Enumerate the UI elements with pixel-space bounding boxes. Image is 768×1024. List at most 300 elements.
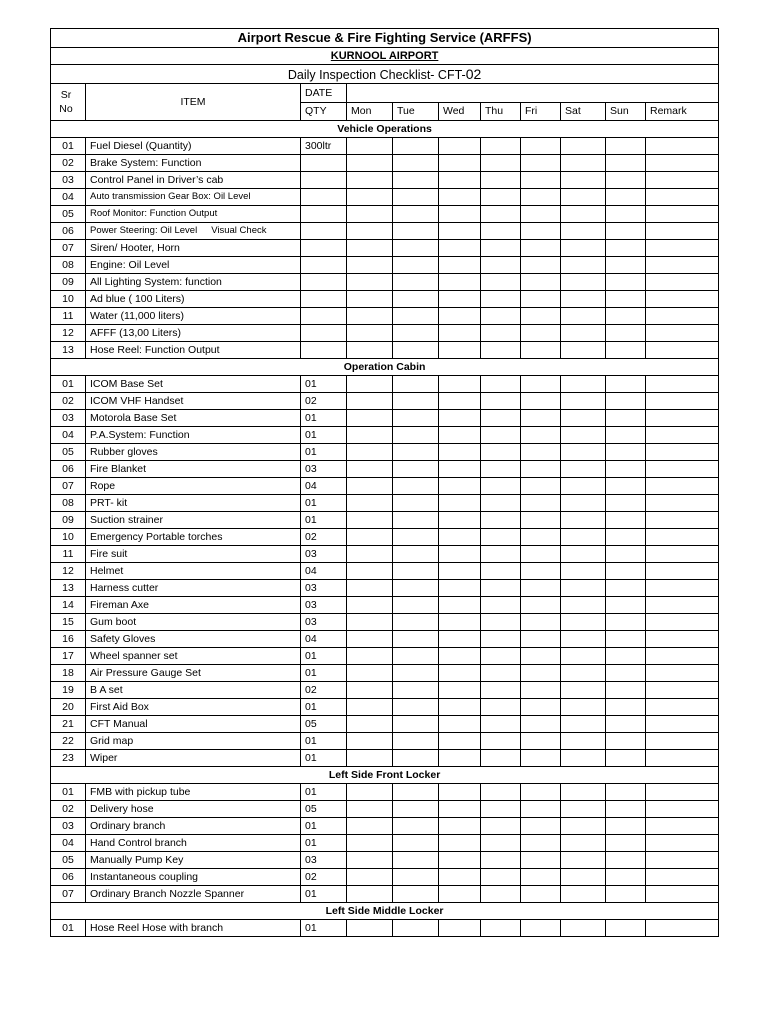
check-cell-mon[interactable] bbox=[347, 818, 393, 835]
check-cell-sun[interactable] bbox=[606, 835, 646, 852]
check-cell-sat[interactable] bbox=[561, 614, 606, 631]
check-cell-sat[interactable] bbox=[561, 597, 606, 614]
check-cell-sun[interactable] bbox=[606, 818, 646, 835]
check-cell-tue[interactable] bbox=[393, 274, 439, 291]
check-cell-fri[interactable] bbox=[521, 835, 561, 852]
check-cell-sat[interactable] bbox=[561, 682, 606, 699]
check-cell-sun[interactable] bbox=[606, 427, 646, 444]
check-cell-sat[interactable] bbox=[561, 716, 606, 733]
check-cell-sat[interactable] bbox=[561, 512, 606, 529]
check-cell-fri[interactable] bbox=[521, 325, 561, 342]
check-cell-fri[interactable] bbox=[521, 291, 561, 308]
check-cell-thu[interactable] bbox=[481, 410, 521, 427]
check-cell-wed[interactable] bbox=[439, 478, 481, 495]
check-cell-thu[interactable] bbox=[481, 665, 521, 682]
check-cell-tue[interactable] bbox=[393, 750, 439, 767]
remark-cell[interactable] bbox=[646, 257, 719, 274]
check-cell-tue[interactable] bbox=[393, 699, 439, 716]
check-cell-tue[interactable] bbox=[393, 597, 439, 614]
check-cell-fri[interactable] bbox=[521, 784, 561, 801]
check-cell-sun[interactable] bbox=[606, 410, 646, 427]
check-cell-sun[interactable] bbox=[606, 342, 646, 359]
check-cell-mon[interactable] bbox=[347, 189, 393, 206]
check-cell-sat[interactable] bbox=[561, 393, 606, 410]
check-cell-sat[interactable] bbox=[561, 138, 606, 155]
remark-cell[interactable] bbox=[646, 716, 719, 733]
check-cell-wed[interactable] bbox=[439, 869, 481, 886]
check-cell-thu[interactable] bbox=[481, 580, 521, 597]
check-cell-mon[interactable] bbox=[347, 529, 393, 546]
check-cell-mon[interactable] bbox=[347, 512, 393, 529]
check-cell-wed[interactable] bbox=[439, 393, 481, 410]
check-cell-sun[interactable] bbox=[606, 750, 646, 767]
check-cell-fri[interactable] bbox=[521, 818, 561, 835]
check-cell-tue[interactable] bbox=[393, 852, 439, 869]
check-cell-sat[interactable] bbox=[561, 733, 606, 750]
check-cell-sat[interactable] bbox=[561, 648, 606, 665]
check-cell-sun[interactable] bbox=[606, 648, 646, 665]
check-cell-thu[interactable] bbox=[481, 597, 521, 614]
check-cell-mon[interactable] bbox=[347, 801, 393, 818]
check-cell-thu[interactable] bbox=[481, 427, 521, 444]
check-cell-thu[interactable] bbox=[481, 784, 521, 801]
check-cell-sat[interactable] bbox=[561, 852, 606, 869]
check-cell-thu[interactable] bbox=[481, 733, 521, 750]
check-cell-thu[interactable] bbox=[481, 444, 521, 461]
remark-cell[interactable] bbox=[646, 444, 719, 461]
check-cell-mon[interactable] bbox=[347, 410, 393, 427]
check-cell-sat[interactable] bbox=[561, 784, 606, 801]
check-cell-fri[interactable] bbox=[521, 223, 561, 240]
check-cell-fri[interactable] bbox=[521, 478, 561, 495]
check-cell-sun[interactable] bbox=[606, 206, 646, 223]
check-cell-mon[interactable] bbox=[347, 614, 393, 631]
check-cell-tue[interactable] bbox=[393, 223, 439, 240]
check-cell-thu[interactable] bbox=[481, 376, 521, 393]
check-cell-fri[interactable] bbox=[521, 563, 561, 580]
check-cell-fri[interactable] bbox=[521, 920, 561, 937]
check-cell-mon[interactable] bbox=[347, 257, 393, 274]
check-cell-mon[interactable] bbox=[347, 376, 393, 393]
check-cell-tue[interactable] bbox=[393, 529, 439, 546]
check-cell-sat[interactable] bbox=[561, 529, 606, 546]
check-cell-tue[interactable] bbox=[393, 784, 439, 801]
check-cell-sun[interactable] bbox=[606, 512, 646, 529]
check-cell-tue[interactable] bbox=[393, 733, 439, 750]
check-cell-tue[interactable] bbox=[393, 257, 439, 274]
check-cell-mon[interactable] bbox=[347, 546, 393, 563]
remark-cell[interactable] bbox=[646, 410, 719, 427]
check-cell-sat[interactable] bbox=[561, 427, 606, 444]
remark-cell[interactable] bbox=[646, 342, 719, 359]
remark-cell[interactable] bbox=[646, 648, 719, 665]
check-cell-thu[interactable] bbox=[481, 835, 521, 852]
check-cell-fri[interactable] bbox=[521, 665, 561, 682]
check-cell-tue[interactable] bbox=[393, 461, 439, 478]
remark-cell[interactable] bbox=[646, 699, 719, 716]
remark-cell[interactable] bbox=[646, 172, 719, 189]
check-cell-tue[interactable] bbox=[393, 801, 439, 818]
check-cell-thu[interactable] bbox=[481, 461, 521, 478]
check-cell-thu[interactable] bbox=[481, 869, 521, 886]
check-cell-sun[interactable] bbox=[606, 699, 646, 716]
check-cell-wed[interactable] bbox=[439, 512, 481, 529]
check-cell-thu[interactable] bbox=[481, 563, 521, 580]
check-cell-fri[interactable] bbox=[521, 495, 561, 512]
check-cell-mon[interactable] bbox=[347, 308, 393, 325]
remark-cell[interactable] bbox=[646, 801, 719, 818]
check-cell-sun[interactable] bbox=[606, 189, 646, 206]
check-cell-tue[interactable] bbox=[393, 325, 439, 342]
check-cell-tue[interactable] bbox=[393, 631, 439, 648]
check-cell-wed[interactable] bbox=[439, 648, 481, 665]
check-cell-thu[interactable] bbox=[481, 818, 521, 835]
check-cell-fri[interactable] bbox=[521, 852, 561, 869]
check-cell-wed[interactable] bbox=[439, 461, 481, 478]
check-cell-wed[interactable] bbox=[439, 274, 481, 291]
check-cell-wed[interactable] bbox=[439, 682, 481, 699]
check-cell-tue[interactable] bbox=[393, 189, 439, 206]
check-cell-tue[interactable] bbox=[393, 563, 439, 580]
check-cell-thu[interactable] bbox=[481, 189, 521, 206]
check-cell-sun[interactable] bbox=[606, 682, 646, 699]
check-cell-tue[interactable] bbox=[393, 682, 439, 699]
check-cell-fri[interactable] bbox=[521, 376, 561, 393]
check-cell-sun[interactable] bbox=[606, 274, 646, 291]
remark-cell[interactable] bbox=[646, 580, 719, 597]
check-cell-tue[interactable] bbox=[393, 818, 439, 835]
check-cell-tue[interactable] bbox=[393, 410, 439, 427]
check-cell-wed[interactable] bbox=[439, 427, 481, 444]
check-cell-tue[interactable] bbox=[393, 427, 439, 444]
check-cell-fri[interactable] bbox=[521, 546, 561, 563]
check-cell-sun[interactable] bbox=[606, 716, 646, 733]
check-cell-fri[interactable] bbox=[521, 342, 561, 359]
check-cell-fri[interactable] bbox=[521, 529, 561, 546]
check-cell-fri[interactable] bbox=[521, 257, 561, 274]
check-cell-wed[interactable] bbox=[439, 801, 481, 818]
remark-cell[interactable] bbox=[646, 784, 719, 801]
check-cell-wed[interactable] bbox=[439, 155, 481, 172]
check-cell-wed[interactable] bbox=[439, 835, 481, 852]
check-cell-wed[interactable] bbox=[439, 138, 481, 155]
check-cell-mon[interactable] bbox=[347, 427, 393, 444]
check-cell-mon[interactable] bbox=[347, 597, 393, 614]
check-cell-fri[interactable] bbox=[521, 750, 561, 767]
check-cell-mon[interactable] bbox=[347, 478, 393, 495]
check-cell-sat[interactable] bbox=[561, 240, 606, 257]
check-cell-sun[interactable] bbox=[606, 444, 646, 461]
check-cell-fri[interactable] bbox=[521, 461, 561, 478]
check-cell-sun[interactable] bbox=[606, 478, 646, 495]
check-cell-mon[interactable] bbox=[347, 342, 393, 359]
check-cell-mon[interactable] bbox=[347, 869, 393, 886]
check-cell-thu[interactable] bbox=[481, 750, 521, 767]
remark-cell[interactable] bbox=[646, 376, 719, 393]
check-cell-fri[interactable] bbox=[521, 580, 561, 597]
check-cell-sun[interactable] bbox=[606, 291, 646, 308]
check-cell-sun[interactable] bbox=[606, 852, 646, 869]
check-cell-thu[interactable] bbox=[481, 801, 521, 818]
check-cell-fri[interactable] bbox=[521, 274, 561, 291]
check-cell-tue[interactable] bbox=[393, 206, 439, 223]
check-cell-sun[interactable] bbox=[606, 597, 646, 614]
check-cell-wed[interactable] bbox=[439, 189, 481, 206]
check-cell-tue[interactable] bbox=[393, 886, 439, 903]
check-cell-wed[interactable] bbox=[439, 308, 481, 325]
check-cell-sat[interactable] bbox=[561, 801, 606, 818]
check-cell-thu[interactable] bbox=[481, 852, 521, 869]
check-cell-sun[interactable] bbox=[606, 631, 646, 648]
check-cell-sat[interactable] bbox=[561, 665, 606, 682]
check-cell-thu[interactable] bbox=[481, 614, 521, 631]
check-cell-tue[interactable] bbox=[393, 869, 439, 886]
check-cell-tue[interactable] bbox=[393, 835, 439, 852]
check-cell-mon[interactable] bbox=[347, 665, 393, 682]
check-cell-sat[interactable] bbox=[561, 189, 606, 206]
remark-cell[interactable] bbox=[646, 478, 719, 495]
check-cell-sat[interactable] bbox=[561, 869, 606, 886]
check-cell-mon[interactable] bbox=[347, 750, 393, 767]
check-cell-sun[interactable] bbox=[606, 240, 646, 257]
check-cell-tue[interactable] bbox=[393, 308, 439, 325]
check-cell-wed[interactable] bbox=[439, 240, 481, 257]
check-cell-tue[interactable] bbox=[393, 614, 439, 631]
check-cell-tue[interactable] bbox=[393, 665, 439, 682]
check-cell-wed[interactable] bbox=[439, 546, 481, 563]
check-cell-sat[interactable] bbox=[561, 631, 606, 648]
check-cell-wed[interactable] bbox=[439, 444, 481, 461]
check-cell-thu[interactable] bbox=[481, 172, 521, 189]
remark-cell[interactable] bbox=[646, 920, 719, 937]
remark-cell[interactable] bbox=[646, 733, 719, 750]
check-cell-thu[interactable] bbox=[481, 342, 521, 359]
check-cell-sat[interactable] bbox=[561, 580, 606, 597]
remark-cell[interactable] bbox=[646, 546, 719, 563]
remark-cell[interactable] bbox=[646, 631, 719, 648]
check-cell-fri[interactable] bbox=[521, 206, 561, 223]
check-cell-tue[interactable] bbox=[393, 172, 439, 189]
check-cell-fri[interactable] bbox=[521, 155, 561, 172]
check-cell-thu[interactable] bbox=[481, 648, 521, 665]
check-cell-thu[interactable] bbox=[481, 716, 521, 733]
check-cell-sat[interactable] bbox=[561, 291, 606, 308]
check-cell-thu[interactable] bbox=[481, 393, 521, 410]
remark-cell[interactable] bbox=[646, 240, 719, 257]
check-cell-sat[interactable] bbox=[561, 563, 606, 580]
check-cell-fri[interactable] bbox=[521, 699, 561, 716]
check-cell-sat[interactable] bbox=[561, 699, 606, 716]
check-cell-sun[interactable] bbox=[606, 223, 646, 240]
check-cell-sun[interactable] bbox=[606, 138, 646, 155]
check-cell-mon[interactable] bbox=[347, 172, 393, 189]
check-cell-mon[interactable] bbox=[347, 716, 393, 733]
check-cell-fri[interactable] bbox=[521, 733, 561, 750]
check-cell-tue[interactable] bbox=[393, 342, 439, 359]
check-cell-sun[interactable] bbox=[606, 784, 646, 801]
check-cell-thu[interactable] bbox=[481, 682, 521, 699]
check-cell-tue[interactable] bbox=[393, 291, 439, 308]
check-cell-wed[interactable] bbox=[439, 529, 481, 546]
check-cell-sun[interactable] bbox=[606, 257, 646, 274]
check-cell-tue[interactable] bbox=[393, 580, 439, 597]
check-cell-wed[interactable] bbox=[439, 376, 481, 393]
check-cell-fri[interactable] bbox=[521, 886, 561, 903]
check-cell-tue[interactable] bbox=[393, 240, 439, 257]
check-cell-sat[interactable] bbox=[561, 835, 606, 852]
check-cell-tue[interactable] bbox=[393, 495, 439, 512]
check-cell-sun[interactable] bbox=[606, 614, 646, 631]
check-cell-wed[interactable] bbox=[439, 495, 481, 512]
check-cell-fri[interactable] bbox=[521, 801, 561, 818]
check-cell-sun[interactable] bbox=[606, 580, 646, 597]
remark-cell[interactable] bbox=[646, 886, 719, 903]
check-cell-fri[interactable] bbox=[521, 138, 561, 155]
remark-cell[interactable] bbox=[646, 427, 719, 444]
check-cell-wed[interactable] bbox=[439, 699, 481, 716]
check-cell-mon[interactable] bbox=[347, 886, 393, 903]
check-cell-mon[interactable] bbox=[347, 733, 393, 750]
remark-cell[interactable] bbox=[646, 563, 719, 580]
remark-cell[interactable] bbox=[646, 138, 719, 155]
check-cell-thu[interactable] bbox=[481, 206, 521, 223]
check-cell-sun[interactable] bbox=[606, 665, 646, 682]
check-cell-sun[interactable] bbox=[606, 325, 646, 342]
check-cell-sun[interactable] bbox=[606, 308, 646, 325]
check-cell-sun[interactable] bbox=[606, 801, 646, 818]
remark-cell[interactable] bbox=[646, 223, 719, 240]
check-cell-sun[interactable] bbox=[606, 495, 646, 512]
check-cell-sat[interactable] bbox=[561, 461, 606, 478]
check-cell-sun[interactable] bbox=[606, 546, 646, 563]
remark-cell[interactable] bbox=[646, 308, 719, 325]
check-cell-fri[interactable] bbox=[521, 308, 561, 325]
check-cell-sat[interactable] bbox=[561, 886, 606, 903]
check-cell-mon[interactable] bbox=[347, 580, 393, 597]
check-cell-sun[interactable] bbox=[606, 172, 646, 189]
check-cell-tue[interactable] bbox=[393, 393, 439, 410]
check-cell-wed[interactable] bbox=[439, 257, 481, 274]
check-cell-thu[interactable] bbox=[481, 631, 521, 648]
check-cell-fri[interactable] bbox=[521, 410, 561, 427]
check-cell-tue[interactable] bbox=[393, 444, 439, 461]
check-cell-sun[interactable] bbox=[606, 461, 646, 478]
check-cell-thu[interactable] bbox=[481, 920, 521, 937]
check-cell-thu[interactable] bbox=[481, 512, 521, 529]
check-cell-mon[interactable] bbox=[347, 920, 393, 937]
check-cell-wed[interactable] bbox=[439, 223, 481, 240]
check-cell-thu[interactable] bbox=[481, 138, 521, 155]
remark-cell[interactable] bbox=[646, 291, 719, 308]
check-cell-thu[interactable] bbox=[481, 308, 521, 325]
check-cell-fri[interactable] bbox=[521, 427, 561, 444]
check-cell-mon[interactable] bbox=[347, 291, 393, 308]
check-cell-fri[interactable] bbox=[521, 393, 561, 410]
check-cell-thu[interactable] bbox=[481, 478, 521, 495]
check-cell-mon[interactable] bbox=[347, 784, 393, 801]
remark-cell[interactable] bbox=[646, 461, 719, 478]
check-cell-sat[interactable] bbox=[561, 274, 606, 291]
remark-cell[interactable] bbox=[646, 869, 719, 886]
check-cell-sat[interactable] bbox=[561, 206, 606, 223]
check-cell-fri[interactable] bbox=[521, 240, 561, 257]
remark-cell[interactable] bbox=[646, 325, 719, 342]
check-cell-sat[interactable] bbox=[561, 376, 606, 393]
check-cell-thu[interactable] bbox=[481, 274, 521, 291]
check-cell-mon[interactable] bbox=[347, 852, 393, 869]
check-cell-thu[interactable] bbox=[481, 155, 521, 172]
check-cell-sat[interactable] bbox=[561, 546, 606, 563]
check-cell-mon[interactable] bbox=[347, 325, 393, 342]
check-cell-mon[interactable] bbox=[347, 155, 393, 172]
check-cell-wed[interactable] bbox=[439, 665, 481, 682]
remark-cell[interactable] bbox=[646, 597, 719, 614]
check-cell-thu[interactable] bbox=[481, 240, 521, 257]
remark-cell[interactable] bbox=[646, 189, 719, 206]
check-cell-thu[interactable] bbox=[481, 886, 521, 903]
remark-cell[interactable] bbox=[646, 665, 719, 682]
check-cell-mon[interactable] bbox=[347, 138, 393, 155]
check-cell-sat[interactable] bbox=[561, 223, 606, 240]
check-cell-thu[interactable] bbox=[481, 325, 521, 342]
check-cell-wed[interactable] bbox=[439, 818, 481, 835]
remark-cell[interactable] bbox=[646, 155, 719, 172]
check-cell-mon[interactable] bbox=[347, 699, 393, 716]
check-cell-thu[interactable] bbox=[481, 699, 521, 716]
check-cell-fri[interactable] bbox=[521, 172, 561, 189]
check-cell-sun[interactable] bbox=[606, 563, 646, 580]
check-cell-thu[interactable] bbox=[481, 223, 521, 240]
check-cell-sat[interactable] bbox=[561, 342, 606, 359]
remark-cell[interactable] bbox=[646, 835, 719, 852]
remark-cell[interactable] bbox=[646, 512, 719, 529]
check-cell-sun[interactable] bbox=[606, 869, 646, 886]
check-cell-wed[interactable] bbox=[439, 750, 481, 767]
check-cell-thu[interactable] bbox=[481, 495, 521, 512]
check-cell-tue[interactable] bbox=[393, 155, 439, 172]
check-cell-mon[interactable] bbox=[347, 682, 393, 699]
check-cell-sat[interactable] bbox=[561, 325, 606, 342]
check-cell-fri[interactable] bbox=[521, 597, 561, 614]
check-cell-mon[interactable] bbox=[347, 444, 393, 461]
check-cell-tue[interactable] bbox=[393, 648, 439, 665]
check-cell-mon[interactable] bbox=[347, 835, 393, 852]
check-cell-mon[interactable] bbox=[347, 563, 393, 580]
check-cell-fri[interactable] bbox=[521, 444, 561, 461]
check-cell-wed[interactable] bbox=[439, 172, 481, 189]
check-cell-fri[interactable] bbox=[521, 614, 561, 631]
check-cell-sat[interactable] bbox=[561, 257, 606, 274]
check-cell-wed[interactable] bbox=[439, 784, 481, 801]
remark-cell[interactable] bbox=[646, 206, 719, 223]
check-cell-thu[interactable] bbox=[481, 257, 521, 274]
check-cell-sun[interactable] bbox=[606, 529, 646, 546]
check-cell-mon[interactable] bbox=[347, 461, 393, 478]
check-cell-wed[interactable] bbox=[439, 886, 481, 903]
check-cell-wed[interactable] bbox=[439, 563, 481, 580]
check-cell-mon[interactable] bbox=[347, 274, 393, 291]
check-cell-tue[interactable] bbox=[393, 138, 439, 155]
check-cell-sun[interactable] bbox=[606, 733, 646, 750]
check-cell-sat[interactable] bbox=[561, 920, 606, 937]
check-cell-wed[interactable] bbox=[439, 342, 481, 359]
check-cell-wed[interactable] bbox=[439, 852, 481, 869]
check-cell-sat[interactable] bbox=[561, 410, 606, 427]
check-cell-sat[interactable] bbox=[561, 308, 606, 325]
check-cell-fri[interactable] bbox=[521, 189, 561, 206]
check-cell-sat[interactable] bbox=[561, 750, 606, 767]
remark-cell[interactable] bbox=[646, 495, 719, 512]
